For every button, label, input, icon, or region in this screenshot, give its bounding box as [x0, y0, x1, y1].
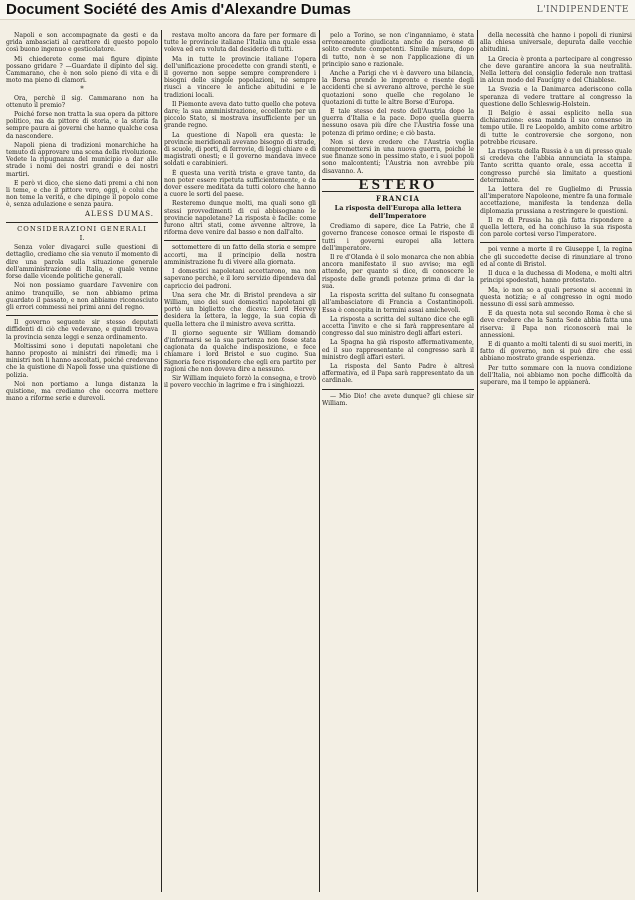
section-rule: [322, 389, 474, 390]
paragraph: Napoli piena di tradizioni monarchiche ha temuto di approvare una scena della rivoluzione. Vedete la ripugnanza del municipio a dar alle strade i nomi dei nostri grandi e dei nostri martiri.: [6, 141, 158, 178]
column-1: [6, 32, 158, 890]
paragraph: La Spagna ha già risposto affermativamente, ed il suo rappresentante al congresso sarà il ministro degli affari esteri.: [322, 339, 474, 361]
column-divider: [319, 30, 320, 892]
newspaper-masthead: L'INDIPENDENTE: [536, 4, 629, 15]
paragraph: Ma, io non so a quali persone si accenni in questa notizia; e al congresso in ogni modo nessuno di essi sarà ammesso.: [480, 286, 632, 308]
article-headline: La risposta dell'Europa alla lettera dell'Imperatore: [334, 204, 462, 221]
paragraph: Moltissimi sono i deputati napoletani che hanno proposto ai ministri dei rimedi; ma i ministri non li hanno ascoltati, poiché credevano che la quistione di Napoli fosse una quistione di polizia.: [6, 342, 158, 379]
paragraph: Una sera che Mr. di Bristol prendeva a sir William, uno dei suoi domestici napoletani gli portò un biglietto che diceva: Lord Hervey desidera la lettera, la legge, la sua copia di quella lettera che il ministro aveva scritta.: [164, 291, 316, 328]
paragraph: — Mio Dio! che avete dunque? gli chiese sir William.: [322, 392, 474, 407]
section-heading: CONSIDERAZIONI GENERALI: [17, 224, 147, 233]
paragraph: La risposta della Russia è a un di presso quale si credeva che l'abbia annunciata la stampa. Tanto scritta quanto orale, essa accetta il congresso purché sia limitato a questioni determinate.: [480, 148, 632, 184]
section-title-estero: ESTERO: [322, 179, 474, 192]
paragraph: Sir William inquieto forzò la consegna, e trovò il povero vecchio in lagrime e fra i singhiozzi.: [164, 374, 316, 390]
paragraph: pelo a Torino, se non c'inganniamo, è stata erroneamente giudicata anche da persone di solito credute competenti. Simile misura, dopo di tutto, non è se non l'applicazione di un principio sano e razionale.: [322, 32, 474, 68]
country-heading: FRANCIA: [376, 194, 420, 204]
paragraph: Il Belgio è assai esplicito nella sua dichiarazione: essa manda il suo consenso in tempo utile. Il re Leopoldo, ambito come arbitro di tutte le controversie che sorgono, non potrebbe ricusare.: [480, 110, 632, 146]
paragraph: Senza voler divagarci sulle questioni di dettaglio, crediamo che sia venuto il momento di dire una parola sulla situazione generale dell'amministrazione di Italia, e quale venne forse dalle vicende politiche generali.: [6, 244, 158, 281]
section-rule: [480, 242, 632, 243]
paragraph: La risposta del Santo Padre è altresì affermativa, ed il Papa sarà rappresentato da un cardinale.: [322, 362, 474, 385]
paragraph: Il governo seguente sir stesso deputati diffidenti di ciò che vedevano, e quindi trovava la provincia senza leggi e senza ordinamento.: [6, 319, 158, 341]
paragraph: La Grecia è pronta a partecipare al congresso che deve garantire ancora la sua neutralità. Nella lettera del consiglio federale non trattasi in alcun modo del Faucigny e del Chiablese.: [480, 55, 632, 85]
section-rule: [6, 222, 158, 223]
paragraph: Crediamo di sapere, dice La Patrie, che il governo francese conosce ormai le risposte di tutti i governi europei alla lettera dell'imperatore.: [322, 223, 474, 252]
paragraph: Anche a Parigi che vi è davvero una bilancia, la Borsa prende le impronte e risente degli accidenti che si avverano altrove, perchè le sue quotazioni sono quelle che regolano le quotazioni di tutte le altre Borse d'Europa.: [322, 70, 474, 106]
column-2: [164, 32, 316, 890]
paragraph: Il re d'Olanda è il solo monarca che non abbia ancora manifestato il suo avviso; ma egli attende, per quanto si dice, di conoscere le risposte delle grandi potenze prima di dar la sua.: [322, 254, 474, 290]
column-divider: [161, 30, 162, 892]
document-header-bar: [0, 0, 635, 20]
paragraph: La questione di Napoli era questa: le provincie meridionali avevano bisogno di strade, di scuole, di porti, di ferrovie, di leggi chiare e di magistrati onesti; e il governo mandava invece soldati e carabinieri.: [164, 131, 316, 168]
document-title: Document Société des Amis d'Alexandre Dumas: [6, 1, 351, 18]
paragraph: E tale stesso del resto dell'Austria dopo la guerra d'Italia e la pace. Dopo quella guerra nessuno osava più dire che l'Austria fosse una potenza di primo ordine; e ciò basta.: [322, 108, 474, 137]
paragraph: restava molto ancora da fare per formare di tutte le provincie italiane l'Italia una quale essa voleva ed era voluta dal desiderio di tutti.: [164, 32, 316, 54]
paragraph: Noi non portiamo a lunga distanza la quistione, ma crediamo che occorra mettere mano a riforme serie e durevoli.: [6, 380, 158, 403]
paragraph: Resteremo dunque molti, ma quali sono gli stessi provvedimenti di cui abbisognano le provincie napoletane? La risposta è facile: come furono altri stati, come avvenne altrove, la riforma deve venire dal basso e non dall'alto.: [164, 200, 316, 237]
paragraph: E da questa nota sul secondo Roma è che si deve credere che la Santa Sede abbia fatta una riserva: il Papa non riconoscerà mai le annessioni.: [480, 310, 632, 339]
paragraph: Mi chiederete come mai figure dipinte possano gridare ? —Guardate il dipinto del sig. Cammarano, che è non solo pieno di vita e di moto ma pieno di clamori.: [6, 55, 158, 85]
paragraph: È questa una verità trista e grave tanto, da non poter essere ripetuta sufficientemente, e da dover essere meditata da tutti coloro che hanno a cuore le sorti del paese.: [164, 169, 316, 199]
paragraph: Il duca e la duchessa di Modena, e molti altri principi spodestati, hanno protestato.: [480, 270, 632, 285]
paragraph: Il giorno seguente sir William domandò d'informarsi se la sua partenza non fosse stata cagionata da qualche indisposizione, e fece chiamare i lord Bristol e suo cugino. Sua Signoria fece rispondere che egli era partito per ragioni che non doveva dire a nessuno.: [164, 329, 316, 373]
section-rule: [164, 240, 316, 241]
paragraph: E di quanto a molti talenti di su suoi meriti, in fatto di governo, non si può dire che essi abbiano mostrato grande esperienza.: [480, 340, 632, 363]
paragraph: La lettera del re Guglielmo di Prussia all'imperatore Napoleone, mentre fa una formale accettazione, manifesta la tendenza della diplomazia prussiana a restringere le questioni.: [480, 186, 632, 215]
column-divider: [477, 30, 478, 892]
column-4: [480, 32, 632, 890]
author-signature: ALESS DUMAS.: [84, 209, 154, 218]
paragraph: Poiché forse non tratta la sua opera da pittore politico, ma da pittore di storia, e la storia fa sempre paura ai governi che hanno qualche cosa da nascondere.: [6, 111, 158, 140]
section-asterisk: *: [80, 85, 84, 94]
paragraph: I domestici napoletani accettarono, ma non sapevano perchè, e il loro servizio dipendeva dal capriccio dei padroni.: [164, 268, 316, 290]
paragraph: E però vi dico, che sieno dati premi a chi non li teme, e che il pittore vero, oggi, è colui che non teme la verità, e che dipinge il popolo come è, senza adulazione e senza paura.: [6, 179, 158, 209]
column-3: [322, 32, 474, 890]
paragraph: La risposta a scritta del sultano dice che egli accetta l'invito e che si farà rappresentare al congresso dal suo ministro degli affari esteri.: [322, 315, 474, 338]
paragraph: Non si deve credere che l'Austria voglia compromettersi in una nuova guerra, poiché le sue finanze sono in pessimo stato, e i suoi popoli sono malcontenti; l'Austria non avrebbe più disavanno. A.: [322, 138, 474, 175]
paragraph: Napoli e son accompagnate da gesti e da grida ambasciati al carattere di questo popolo così buono ingenuo e gesticolatore.: [6, 32, 158, 54]
newspaper-page: [4, 26, 631, 894]
paragraph: Ma in tutte le provincie italiane l'opera dell'unificazione procedette con grandi stenti, e il governo non seppe sempre comprendere i bisogni delle singole popolazioni, nè sempre riuscì a vincere le antiche abitudini e le tradizioni locali.: [164, 55, 316, 99]
paragraph: La risposta scritta del sultano fu consegnata all'ambasciatore di Francia a Costantinopoli. Essa è concepita in termini assai amichevoli.: [322, 292, 474, 314]
paragraph: Il Piemonte aveva dato tutto quello che poteva dare; la sua amministrazione, eccellente per un piccolo Stato, si mostrava insufficiente per un grande regno.: [164, 100, 316, 130]
paragraph: poi venne a morte il re Giuseppe I, la regina che gli succedette decise di rinunziare al trono ed al conte di Bristol.: [480, 246, 632, 268]
paragraph: Il re di Prussia ha già fatta rispondere a quella lettera, ed ha conchiuso la sua risposta con parole cortesi verso l'imperatore.: [480, 216, 632, 239]
paragraph: della necessità che hanno i popoli di riunirsi alla chiesa universale, depurata dalle vecchie abitudini.: [480, 32, 632, 54]
paragraph: La Svezia e la Danimarca aderiscono colla speranza di vedere trattare al congresso la questione dello Schleswig-Holstein.: [480, 86, 632, 108]
section-number: I.: [79, 234, 85, 243]
paragraph: Ora, perchè il sig. Cammarano non ha ottenuto il premio?: [6, 94, 158, 109]
section-rule: [6, 315, 158, 316]
paragraph: Per tutto sommare con la nuova condizione dell'Italia, noi abbiamo non poche difficoltà da superare, ma il tempo le appianerà.: [480, 364, 632, 386]
paragraph: Noi non possiamo guardare l'avvenire con animo tranquillo, se non abbiamo prima guardato il passato, e non abbiamo riconosciuto gli errori commessi nei primi anni del regno.: [6, 282, 158, 311]
paragraph: sottomettere di un fatto della storia e sempre accorti, ma il principio della nostra amministrazione fu di vivere alla giornata.: [164, 244, 316, 266]
